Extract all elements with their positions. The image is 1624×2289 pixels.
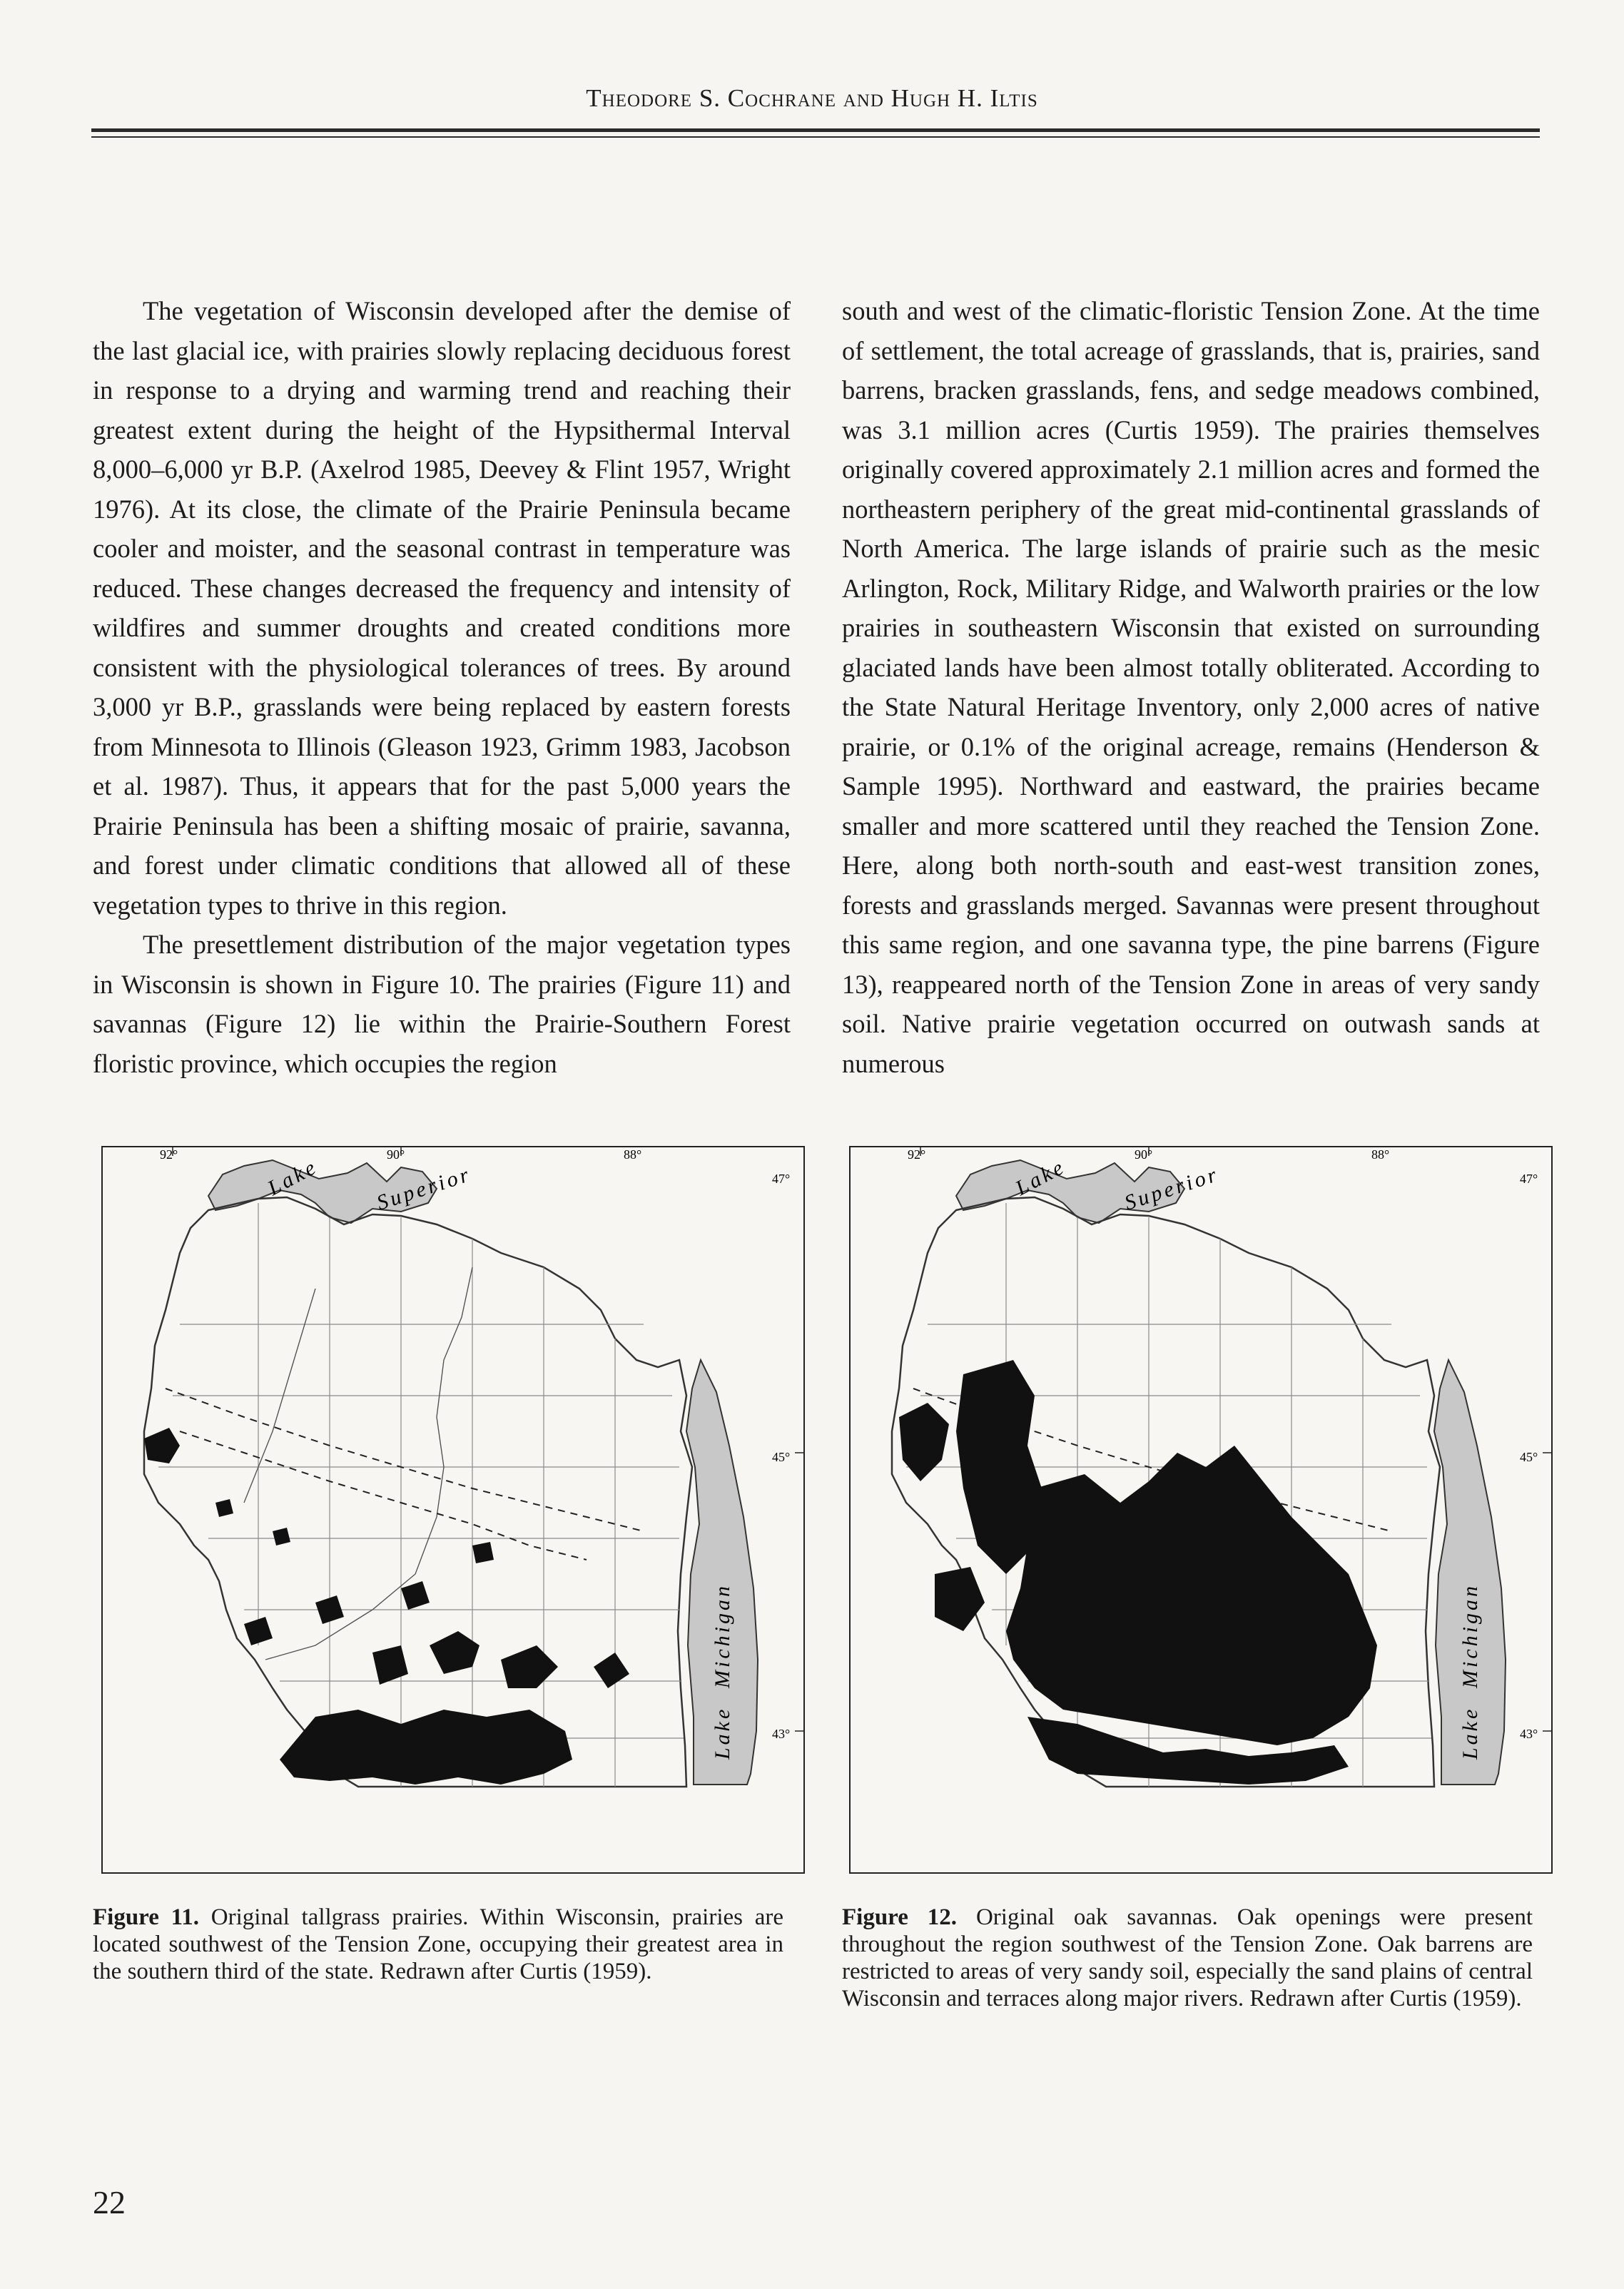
right-paragraph-1: south and west of the climatic-floristic Tension Zone. At the time of settlement, the total acreage of grasslands, that is, prairies, sand barrens, bracken grasslands, fens, and sedge meadows combined, was 3.1 million acres (Curtis 1959). The prairies themselves originally covered approximately 2.1 million acres and formed the northeastern periphery of the great mid-continental grasslands of North America. The large islands of prairie such as the mesic Arlington, Rock, Military Ridge, and Walworth prairies or the low prairies in southeastern Wisconsin that existed on surrounding glaciated lands have been almost totally obliterated. According to the State Natural Heritage Inventory, only 2,000 acres of native prairie, or 0.1% of the original acreage, remains (Henderson & Sample 1995). Northward and eastward, the prairies became smaller and more scattered until they reached the Tension Zone. Here, along both north-south and east-west transition zones, forests and grasslands merged. Savannas were present throughout this same region, and one savanna type, the pine barrens (Figure 13), reappeared north of the Tension Zone in areas of very sandy soil. Native prairie vegetation occurred on outwash sands at numerous [842, 296, 1540, 1078]
figure-12-caption-text: Original oak savannas. Oak openings were present throughout the region southwest of the Tension Zone. Oak barrens are restricted to areas of very sandy soil, especially the sand plains of central Wisconsin and terraces along major rivers. Redrawn after Curtis (1959). [842, 1904, 1533, 2011]
left-paragraph-1: The vegetation of Wisconsin developed after the demise of the last glacial ice, with prairies slowly replacing deciduous forest in response to a drying and warming trend and reaching their greatest extent during the height of the Hypsithermal Interval 8,000–6,000 yr B.P. (Axelrod 1985, Deevey & Flint 1957, Wright 1976). At its close, the climate of the Prairie Peninsula became cooler and moister, and the seasonal contrast in temperature was reduced. These changes decreased the frequency and intensity of wildfires and summer droughts and created conditions more consistent with the physiological tolerances of trees. By around 3,000 yr B.P., grasslands were being replaced by eastern forests from Minnesota to Illinois (Gleason 1923, Grimm 1983, Jacobson et al. 1987). Thus, it appears that for the past 5,000 years the Prairie Peninsula has been a shifting mosaic of prairie, savanna, and forest under climatic conditions that allowed all of these vegetation types to thrive in this region. [93, 296, 791, 920]
figure-12-label: Figure 12. [842, 1904, 958, 1930]
figure-11-svg [101, 1146, 805, 1874]
lon-88-label: 88° [1371, 1147, 1390, 1162]
lake-superior-label-2: Superior [1121, 1162, 1222, 1215]
lon-90-label: 90° [387, 1147, 405, 1162]
right-column [842, 291, 1540, 1083]
figure-12-svg [849, 1146, 1553, 1874]
lon-92-label: 92° [160, 1147, 178, 1162]
lat-47-label: 47° [772, 1172, 791, 1186]
lat-43-label: 43° [1520, 1727, 1538, 1741]
lat-45-label: 45° [772, 1450, 791, 1464]
lake-superior-label-1: Lake [1011, 1154, 1070, 1201]
page-number: 22 [93, 2184, 126, 2221]
left-column [93, 291, 791, 1083]
figure-12-map [849, 1146, 1553, 1874]
lon-88-label: 88° [624, 1147, 642, 1162]
figure-11-caption [93, 1904, 783, 1985]
lon-92-label: 92° [908, 1147, 926, 1162]
figure-12-caption [842, 1904, 1533, 2012]
lat-43-label: 43° [772, 1727, 791, 1741]
figure-11-label: Figure 11. [93, 1904, 200, 1930]
lat-45-label: 45° [1520, 1450, 1538, 1464]
left-paragraph-2: The presettlement distribution of the major vegetation types in Wisconsin is shown in Figure 10. The prairies (Figure 11) and savannas (Figure 12) lie within the Prairie-Southern Forest floristic province, which occupies the region [93, 930, 791, 1078]
lake-superior-label-2: Superior [373, 1162, 474, 1215]
lake-michigan-label-2: Michigan [711, 1583, 734, 1688]
lake-superior-label-1: Lake [263, 1154, 322, 1201]
lake-michigan-label-1: Lake [1458, 1706, 1482, 1760]
figure-11-caption-text: Original tallgrass prairies. Within Wisconsin, prairies are located southwest of the Tension Zone, occupying their greatest area in the southern third of the state. Redrawn after Curtis (1959). [93, 1904, 784, 1984]
header-rule-thick [91, 128, 1540, 132]
header-rule-thin [91, 136, 1540, 138]
figure-11-map [101, 1146, 805, 1874]
lake-michigan-label-1: Lake [711, 1706, 734, 1760]
lat-47-label: 47° [1520, 1172, 1538, 1186]
lake-michigan-label-2: Michigan [1458, 1583, 1482, 1688]
lon-90-label: 90° [1135, 1147, 1153, 1162]
running-head: Theodore S. Cochrane and Hugh H. Iltis [586, 84, 1038, 112]
